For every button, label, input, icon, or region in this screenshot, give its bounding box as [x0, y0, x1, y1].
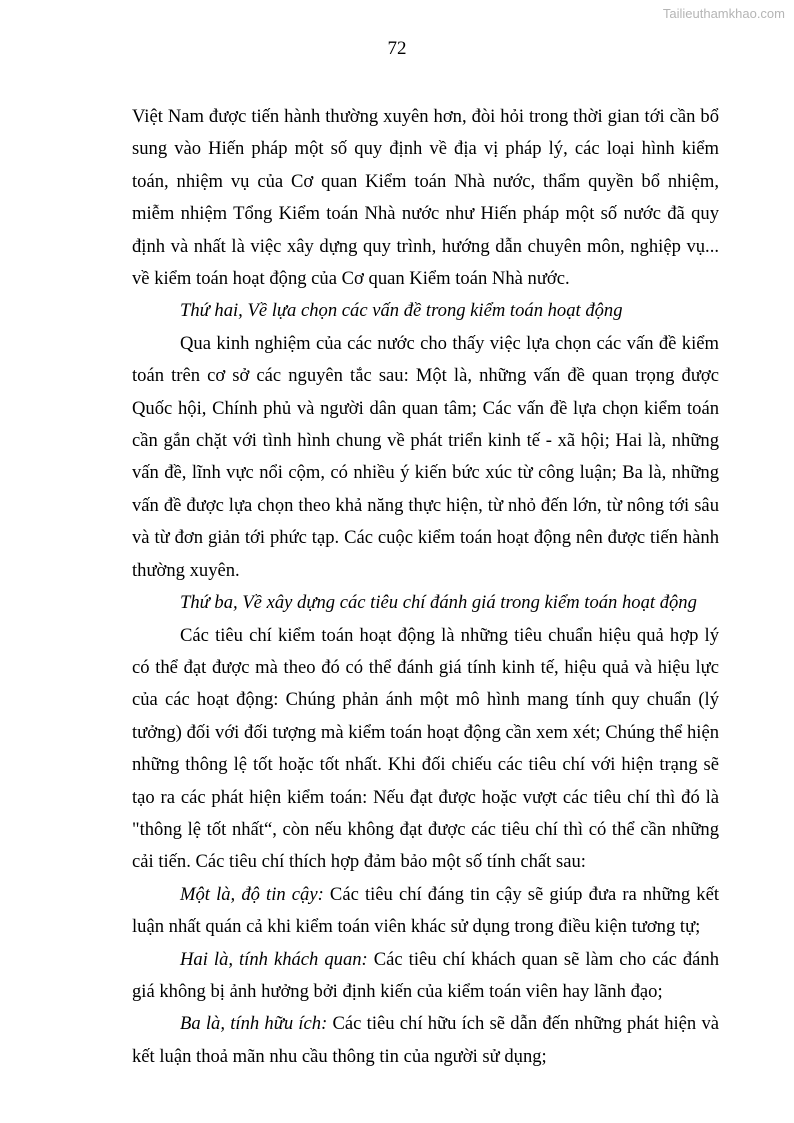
section-heading: Thứ hai, Về lựa chọn các vấn đề trong kiểm toán hoạt động: [180, 300, 623, 322]
criterion-text: Các tiêu chí đáng tin cậy sẽ giúp đưa ra những kết luận nhất quán cả khi kiểm toán viên khác sử dụng trong điều kiện tương tự;: [132, 883, 719, 938]
criterion-text: Các tiêu chí hữu ích sẽ dẫn đến những phát hiện và kết luận thoả mãn nhu cầu thông tin của người sử dụng;: [132, 1013, 719, 1067]
criterion-lead: Ba là, tính hữu ích:: [180, 1013, 328, 1035]
watermark-text: Tailieuthamkhao.com: [662, 6, 785, 21]
criterion-paragraph: [132, 1008, 719, 1073]
paragraph: Việt Nam được tiến hành thường xuyên hơn, đòi hỏi trong thời gian tới cần bổ sung vào Hiến pháp một số quy định về địa vị pháp lý, các loại hình kiểm toán, nhiệm vụ của Cơ quan Kiểm toán Nhà nước, thẩm quyền bổ nhiệm, miễm nhiệm Tổng Kiểm toán Nhà nước như Hiến pháp một số nước đã quy định và nhất là việc xây dựng quy trình, hướng dẫn chuyên môn, nghiệp vụ... về kiểm toán hoạt động của Cơ quan Kiểm toán Nhà nước.: [132, 106, 719, 290]
criterion-paragraph: [132, 879, 719, 944]
paragraph: Các tiêu chí kiểm toán hoạt động là những tiêu chuẩn hiệu quả hợp lý có thể đạt được mà theo đó có thể đánh giá tính kinh tế, hiệu quả và hiệu lực của các hoạt động: Chúng phản ánh một mô hình mang tính quy chuẩn (lý tưởng) đối với đối tượng mà kiểm toán hoạt động cần xem xét; Chúng thể hiện những thông lệ tốt hoặc tốt nhất. Khi đối chiếu các tiêu chí với hiện trạng sẽ tạo ra các phát hiện kiểm toán: Nếu đạt được hoặc vượt các tiêu chí thì đó là "thông lệ tốt nhất“, còn nếu không đạt được các tiêu chí thì có thể cần những cải tiến. Các tiêu chí thích hợp đảm bảo một số tính chất sau:: [132, 624, 719, 873]
criterion-paragraph: [132, 944, 719, 1009]
document-body: [132, 101, 719, 1073]
paragraph: Qua kinh nghiệm của các nước cho thấy việc lựa chọn các vấn đề kiểm toán trên cơ sở các nguyên tắc sau: Một là, những vấn đề quan trọng được Quốc hội, Chính phủ và người dân quan tâm; Các vấn đề lựa chọn kiểm toán cần gắn chặt với tình hình chung về phát triển kinh tế - xã hội; Hai là, những vấn đề, lĩnh vực nổi cộm, có nhiều ý kiến bức xúc từ công luận; Ba là, những vấn đề được lựa chọn theo khả năng thực hiện, từ nhỏ đến lớn, từ nông tới sâu và từ đơn giản tới phức tạp. Các cuộc kiểm toán hoạt động nên được tiến hành thường xuyên.: [132, 332, 719, 581]
section-heading: Thứ ba, Về xây dựng các tiêu chí đánh giá trong kiểm toán hoạt động: [180, 592, 697, 614]
criterion-text: Các tiêu chí khách quan sẽ làm cho các đánh giá không bị ảnh hưởng bởi định kiến của kiểm toán viên hay lãnh đạo;: [132, 948, 720, 1002]
criterion-lead: Hai là, tính khách quan:: [180, 948, 368, 970]
criterion-lead: Một là, độ tin cậy:: [180, 883, 324, 905]
page-number: 72: [387, 38, 407, 59]
